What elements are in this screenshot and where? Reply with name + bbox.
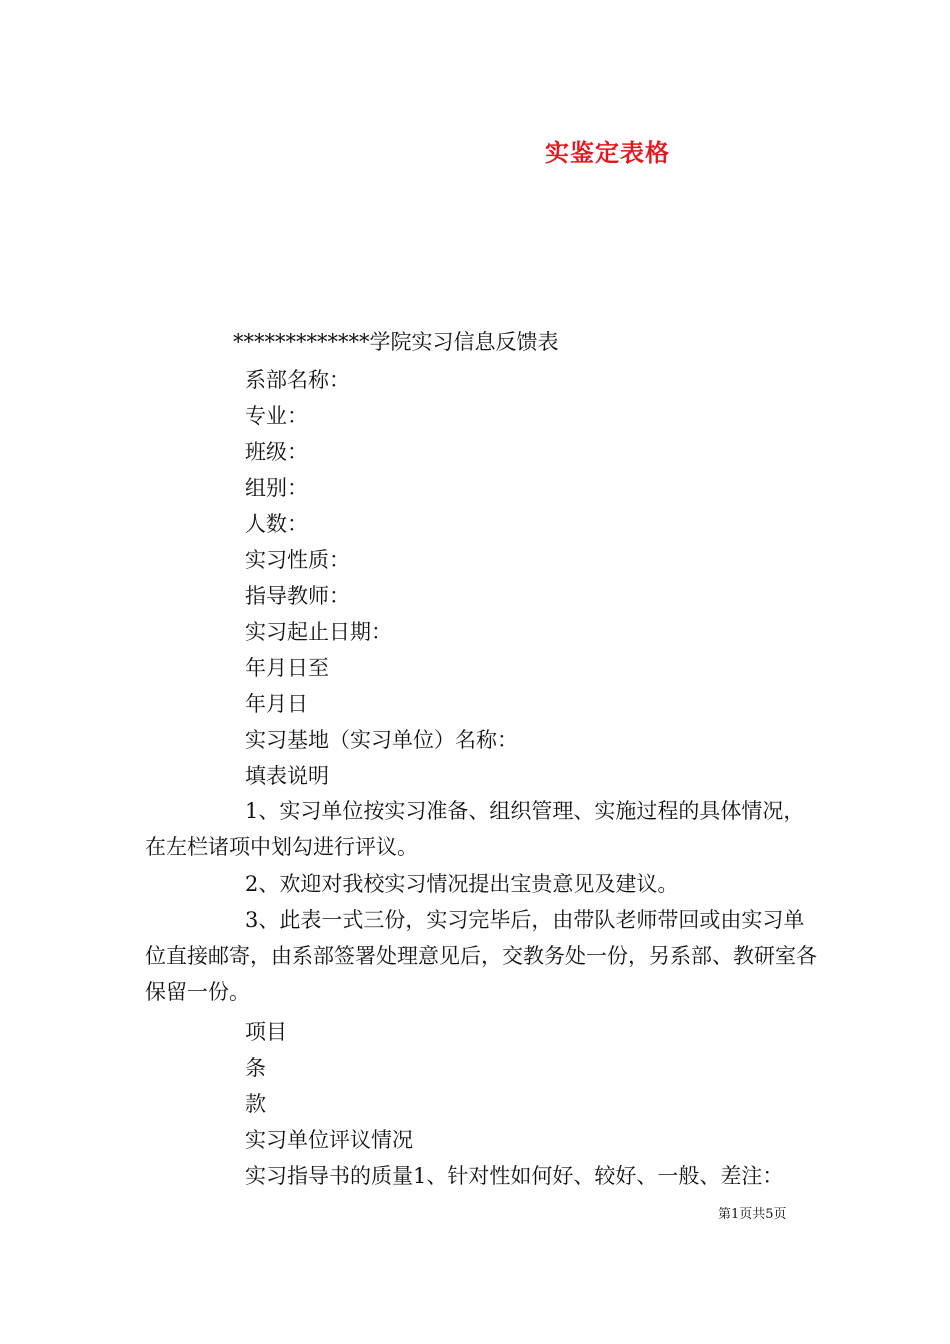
- table-label-evaluation: 实习单位评议情况: [245, 1128, 413, 1152]
- field-internship-type: 实习性质：: [245, 548, 350, 572]
- field-date-range: 实习起止日期：: [245, 620, 392, 644]
- instruction-1: 1、实习单位按实习准备、组织管理、实施过程的具体情况，在左栏诸项中划勾进行评议。: [145, 799, 805, 859]
- table-label-clause-2: 款: [245, 1092, 266, 1116]
- table-label-item: 项目: [245, 1020, 287, 1044]
- field-group: 组别：: [245, 476, 308, 500]
- instruction-3: 3、此表一式三份，实习完毕后，由带队老师带回或由实习单位直接邮寄，由系部签署处理意见后，交教务处一份，另系部、教研室各保留一份。: [145, 908, 817, 1004]
- table-label-clause-1: 条: [245, 1056, 266, 1080]
- field-date-start: 年月日至: [245, 656, 329, 680]
- instructions-heading: 填表说明: [245, 764, 329, 788]
- page-footer: 第1页共5页: [718, 1207, 787, 1222]
- field-date-end: 年月日: [245, 692, 308, 716]
- field-major: 专业：: [245, 404, 308, 428]
- table-label-guidebook-quality: 实习指导书的质量1、针对性如何好、较好、一般、差注：: [245, 1164, 784, 1188]
- field-class: 班级：: [245, 440, 308, 464]
- page-title: 实鉴定表格: [545, 138, 670, 167]
- instruction-2: 2、欢迎对我校实习情况提出宝贵意见及建议。: [245, 872, 679, 896]
- field-internship-base: 实习基地（实习单位）名称：: [245, 728, 518, 752]
- field-instructor: 指导教师：: [245, 584, 350, 608]
- form-heading: *************学院实习信息反馈表: [233, 330, 559, 354]
- field-department: 系部名称：: [245, 368, 350, 392]
- field-headcount: 人数：: [245, 512, 308, 536]
